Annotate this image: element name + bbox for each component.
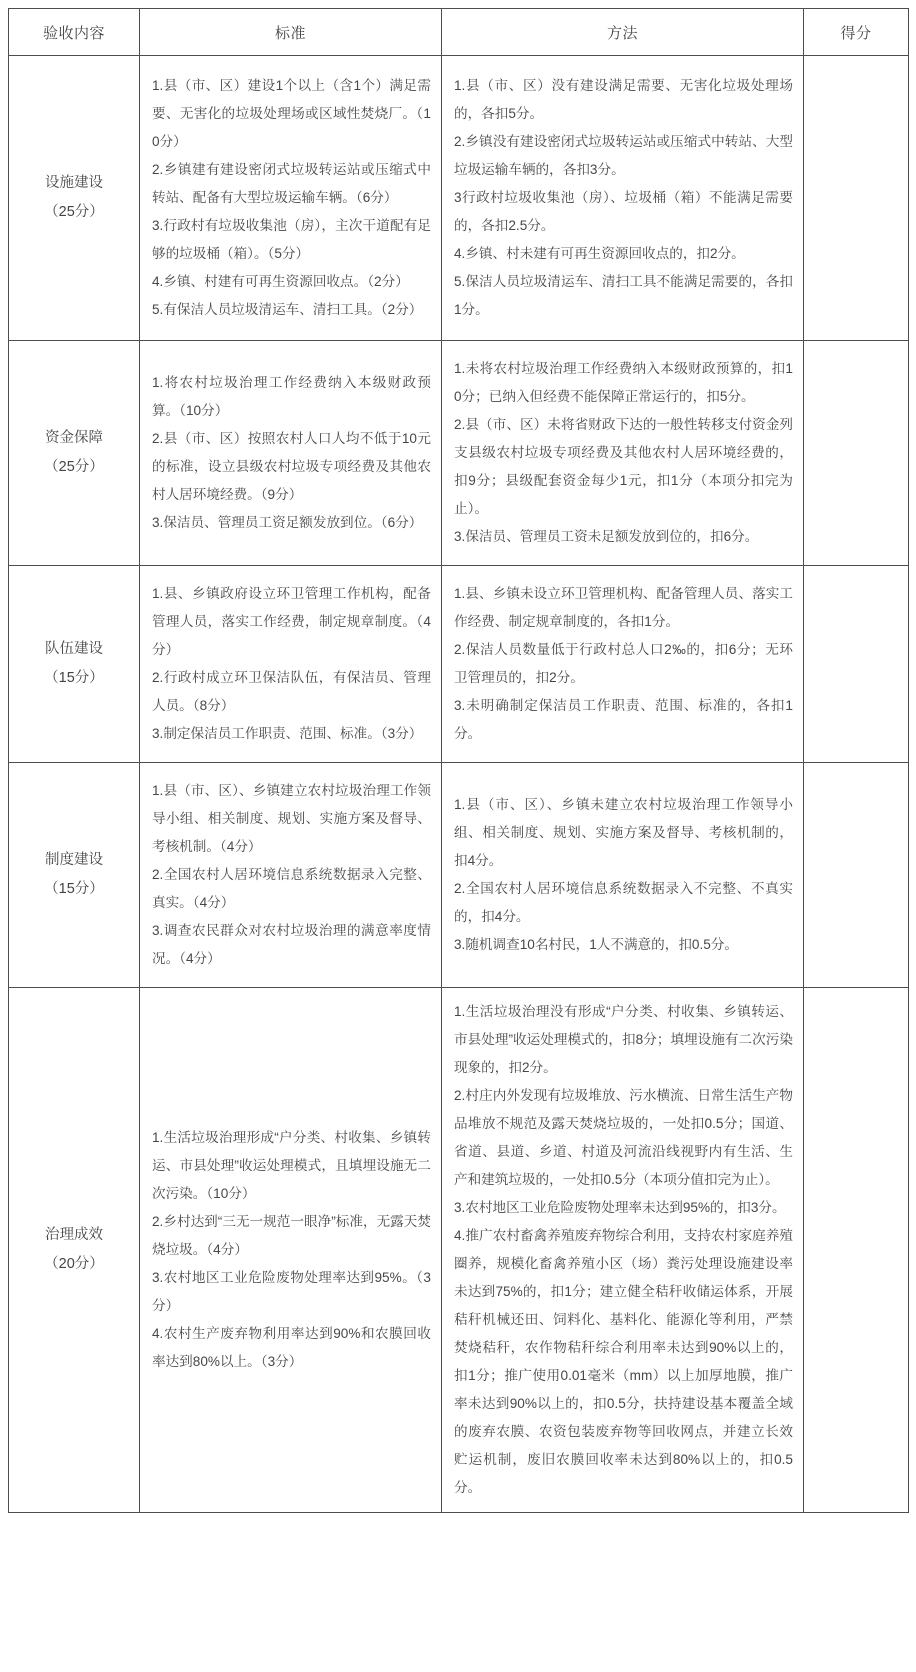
table-row	[9, 566, 909, 763]
row-standard-cell	[140, 566, 442, 763]
table-row	[9, 341, 909, 566]
table-header	[9, 9, 909, 56]
method-text: 1.未将农村垃圾治理工作经费纳入本级财政预算的，扣10分；已纳入但经费不能保障正常运行的，扣5分。 2.县（市、区）未将省财政下达的一般性转移支付资金列支县级农村垃圾专项经费及其他农村人居环境经费的，扣9分；县级配套资金每少1元，扣1分（本项分扣完为止）。 3.保洁员、管理员工资未足额发放到位的，扣6分。	[454, 361, 793, 544]
row-item-score: （15分）	[44, 670, 104, 686]
table-row	[9, 56, 909, 341]
standard-text: 1.县（市、区）、乡镇建立农村垃圾治理工作领导小组、相关制度、规划、实施方案及督导、考核机制。（4分） 2.全国农村人居环境信息系统数据录入完整、真实。（4分） 3.调查农民群众对农村垃圾治理的满意率度情况。（4分）	[152, 783, 431, 966]
row-method-cell	[442, 341, 804, 566]
row-item-name: 队伍建设	[45, 641, 103, 657]
row-method-cell	[442, 763, 804, 988]
row-item-score: （15分）	[44, 881, 104, 897]
row-item-cell	[9, 566, 140, 763]
evaluation-table	[8, 8, 909, 1513]
row-item-name: 治理成效	[45, 1227, 103, 1243]
column-header-standard: 标准	[140, 9, 442, 56]
standard-text: 1.将农村垃圾治理工作经费纳入本级财政预算。（10分） 2.县（市、区）按照农村人口人均不低于10元的标准，设立县级农村垃圾专项经费及其他农村人居环境经费。（9分） 3.保洁员、管理员工资足额发放到位。（6分）	[152, 375, 431, 530]
row-score-cell[interactable]	[804, 763, 909, 988]
column-header-method: 方法	[442, 9, 804, 56]
column-header-item: 验收内容	[9, 9, 140, 56]
standard-text: 1.生活垃圾治理形成“户分类、村收集、乡镇转运、市县处理”收运处理模式，且填埋设施无二次污染。（10分） 2.乡村达到“三无一规范一眼净”标准，无露天焚烧垃圾。（4分） 3.农村地区工业危险废物处理率达到95%。（3分） 4.农村生产废弃物利用率达到90%和农膜回收率达到80%以上。（3分）	[152, 1130, 431, 1369]
method-text: 1.县、乡镇未设立环卫管理机构、配备管理人员、落实工作经费、制定规章制度的，各扣1分。 2.保洁人员数量低于行政村总人口2‰的，扣6分；无环卫管理员的，扣2分。 3.未明确制定保洁员工作职责、范围、标准的，各扣1分。	[454, 586, 793, 741]
row-item-name: 资金保障	[45, 430, 103, 446]
row-score-cell[interactable]	[804, 56, 909, 341]
row-item-name: 制度建设	[45, 852, 103, 868]
method-text: 1.生活垃圾治理没有形成“户分类、村收集、乡镇转运、市县处理”收运处理模式的，扣8分；填埋设施有二次污染现象的，扣2分。 2.村庄内外发现有垃圾堆放、污水横流、日常生活生产物品堆放不规范及露天焚烧垃圾的，一处扣0.5分；国道、省道、县道、乡道、村道及河流沿线视野内有生活、生产和建筑垃圾的，一处扣0.5分（本项分值扣完为止）。 3.农村地区工业危险废物处理率未达到95%的，扣3分。 4.推广农村畜禽养殖废弃物综合利用，支持农村家庭养殖圈养，规模化畜禽养殖小区（场）粪污处理设施建设率未达到75%的，扣1分；建立健全秸秆收储运体系，开展秸秆机械还田、饲料化、基料化、能源化等利用，严禁焚烧秸秆，农作物秸秆综合利用率未达到90%以上的，扣1分；推广使用0.01毫米（mm）以上加厚地膜，推广率未达到90%以上的，扣0.5分，扶持建设基本覆盖全域的废弃农膜、农资包装废弃物等回收网点，并建立长效贮运机制，废旧农膜回收率未达到80%以上的，扣0.5分。	[454, 1004, 793, 1495]
row-method-cell	[442, 566, 804, 763]
row-item-cell	[9, 763, 140, 988]
table-row	[9, 988, 909, 1513]
row-item-cell	[9, 988, 140, 1513]
row-item-score: （20分）	[44, 1256, 104, 1272]
row-standard-cell	[140, 763, 442, 988]
row-standard-cell	[140, 341, 442, 566]
column-header-score: 得分	[804, 9, 909, 56]
method-text: 1.县（市、区）没有建设满足需要、无害化垃圾处理场的，各扣5分。 2.乡镇没有建设密闭式垃圾转运站或压缩式中转站、大型垃圾运输车辆的，各扣3分。 3行政村垃圾收集池（房）、垃圾桶（箱）不能满足需要的，各扣2.5分。 4.乡镇、村未建有可再生资源回收点的，扣2分。 5.保洁人员垃圾清运车、清扫工具不能满足需要的，各扣1分。	[454, 78, 793, 317]
row-standard-cell	[140, 56, 442, 341]
standard-text: 1.县、乡镇政府设立环卫管理工作机构，配备管理人员，落实工作经费，制定规章制度。（4分） 2.行政村成立环卫保洁队伍，有保洁员、管理人员。（8分） 3.制定保洁员工作职责、范围、标准。（3分）	[152, 586, 431, 741]
row-item-cell	[9, 341, 140, 566]
row-item-name: 设施建设	[45, 175, 103, 191]
row-method-cell	[442, 56, 804, 341]
table-row	[9, 763, 909, 988]
row-score-cell[interactable]	[804, 341, 909, 566]
row-score-cell[interactable]	[804, 566, 909, 763]
row-score-cell[interactable]	[804, 988, 909, 1513]
table-header-row	[9, 9, 909, 56]
row-method-cell	[442, 988, 804, 1513]
row-standard-cell	[140, 988, 442, 1513]
table-body	[9, 56, 909, 1513]
row-item-score: （25分）	[44, 204, 104, 220]
standard-text: 1.县（市、区）建设1个以上（含1个）满足需要、无害化的垃圾处理场或区域性焚烧厂。（10分） 2.乡镇建有建设密闭式垃圾转运站或压缩式中转站、配备有大型垃圾运输车辆。（6分） 3.行政村有垃圾收集池（房），主次干道配有足够的垃圾桶（箱）。（5分） 4.乡镇、村建有可再生资源回收点。（2分） 5.有保洁人员垃圾清运车、清扫工具。（2分）	[152, 78, 431, 317]
row-item-score: （25分）	[44, 459, 104, 475]
row-item-cell	[9, 56, 140, 341]
method-text: 1.县（市、区）、乡镇未建立农村垃圾治理工作领导小组、相关制度、规划、实施方案及督导、考核机制的，扣4分。 2.全国农村人居环境信息系统数据录入不完整、不真实的，扣4分。 3.随机调查10名村民，1人不满意的，扣0.5分。	[454, 797, 793, 952]
